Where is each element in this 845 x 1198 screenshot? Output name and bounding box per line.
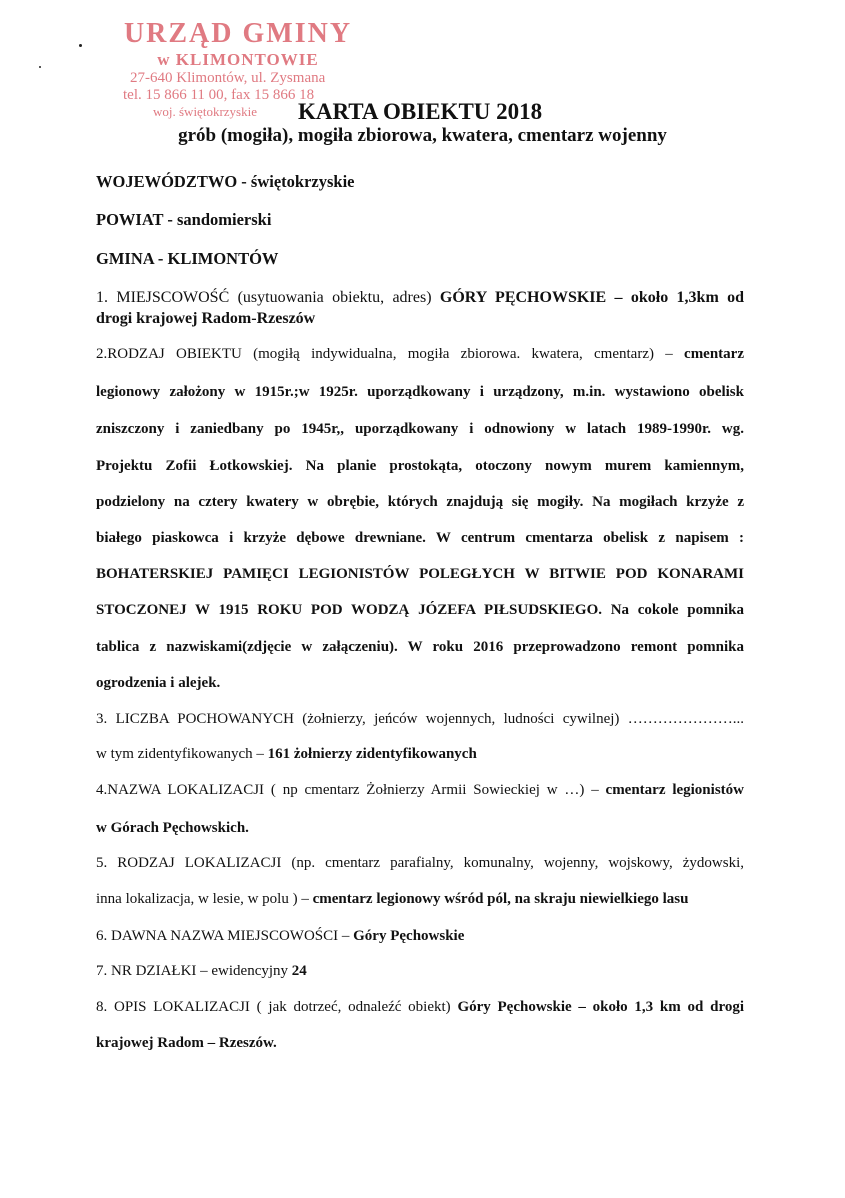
item-1-line [96, 289, 744, 307]
item-1-label: 1. MIEJSCOWOŚĆ (usytuowania obiektu, adres) [96, 289, 432, 306]
item-2-text-line: podzielony na cztery kwatery w obrębie, których znajdują się mogiły. Na mogiłach krzyże z [96, 494, 744, 510]
item-3-sub-value: 161 żołnierzy zidentyfikowanych [267, 746, 477, 762]
item-4-value-cont: w Górach Pęchowskich. [96, 820, 249, 836]
item-8-value-cont: krajowej Radom – Rzeszów. [96, 1035, 277, 1051]
item-6-value: Góry Pęchowskie [353, 928, 465, 944]
item-2-text-line: BOHATERSKIEJ PAMIĘCI LEGIONISTÓW POLEGŁYCH W BITWIE POD KONARAMI [96, 566, 744, 582]
item-7-line [96, 963, 744, 980]
item-7-label: 7. NR DZIAŁKI – ewidencyjny [96, 963, 289, 979]
commune-field: GMINA - KLIMONTÓW [96, 249, 279, 268]
stamp-line: 27-640 Klimontów, ul. Zysmana [130, 70, 326, 86]
item-2-text-line: Projektu Zofii Łotkowskiej. Na planie prostokąta, otoczony nowym murem kamiennym, [96, 458, 744, 474]
county-field: POWIAT - sandomierski [96, 210, 272, 229]
item-6-label: 6. DAWNA NAZWA MIEJSCOWOŚCI – [96, 928, 350, 944]
item-6-line [96, 928, 744, 945]
item-2-text-line: tablica z nazwiskami(zdjęcie w załączeniu). W roku 2016 przeprowadzono remont pomnika [96, 639, 744, 655]
item-3-label: 3. LICZBA POCHOWANYCH (żołnierzy, jeńców wojennych, ludności cywilnej) …………………... [96, 711, 744, 727]
voivodeship-field: WOJEWÓDZTWO - świętokrzyskie [96, 172, 355, 191]
item-5-label: 5. RODZAJ LOKALIZACJI (np. cmentarz parafialny, komunalny, wojenny, wojskowy, żydowski, [96, 855, 744, 871]
document-subtitle: grób (mogiła), mogiła zbiorowa, kwatera, cmentarz wojenny [178, 125, 667, 146]
item-2-text-line: legionowy założony w 1915r.;w 1925r. uporządkowany i urządzony, m.in. wystawiono obelisk [96, 384, 744, 400]
item-2-text-line: ogrodzenia i alejek. [96, 675, 221, 691]
item-8-line [96, 999, 744, 1016]
stamp-line: tel. 15 866 11 00, fax 15 866 18 [123, 87, 315, 103]
item-1-value: GÓRY PĘCHOWSKIE – około 1,3km od [439, 289, 744, 306]
item-3-sub-label: w tym zidentyfikowanych – [96, 746, 264, 762]
document-title: KARTA OBIEKTU 2018 [298, 99, 543, 124]
item-8-value: Góry Pęchowskie – około 1,3 km od drogi [457, 999, 745, 1015]
item-7-value: 24 [291, 963, 307, 979]
item-8-label: 8. OPIS LOKALIZACJI ( jak dotrzeć, odnaleźć obiekt) [96, 999, 451, 1015]
item-5-label-cont: inna lokalizacja, w lesie, w polu ) – [96, 891, 309, 907]
item-2-text-line: zniszczony i zaniedbany po 1945r,, uporządkowany i odnowiony w latach 1989-1990r. wg. [96, 421, 744, 437]
item-3-sub [96, 746, 744, 763]
item-5-value: cmentarz legionowy wśród pól, na skraju niewielkiego lasu [312, 891, 689, 907]
item-2-label: 2.RODZAJ OBIEKTU (mogiłą indywidualna, mogiła zbiorowa. kwatera, cmentarz) – [96, 346, 673, 362]
item-2-line [96, 346, 744, 363]
item-1-value-cont: drogi krajowej Radom-Rzeszów [96, 310, 316, 327]
item-4-label: 4.NAZWA LOKALIZACJI ( np cmentarz Żołnierzy Armii Sowieckiej w …) – [96, 782, 599, 798]
item-2-text-line: STOCZONEJ W 1915 ROKU POD WODZĄ JÓZEFA PIŁSUDSKIEGO. Na cokole pomnika [96, 602, 744, 618]
stamp-line: URZĄD GMINY [123, 18, 353, 49]
item-5-line [96, 891, 744, 908]
item-4-value: cmentarz legionistów [605, 782, 744, 798]
item-4-line [96, 782, 744, 799]
item-2-text: cmentarz [684, 346, 744, 362]
item-2-text-line: białego piaskowca i krzyże dębowe drewniane. W centrum cmentarza obelisk z napisem : [96, 530, 744, 546]
scan-speck [79, 44, 82, 47]
stamp-line: woj. świętokrzyskie [153, 104, 257, 119]
scan-speck [39, 66, 41, 68]
stamp-line: w KLIMONTOWIE [157, 50, 319, 69]
